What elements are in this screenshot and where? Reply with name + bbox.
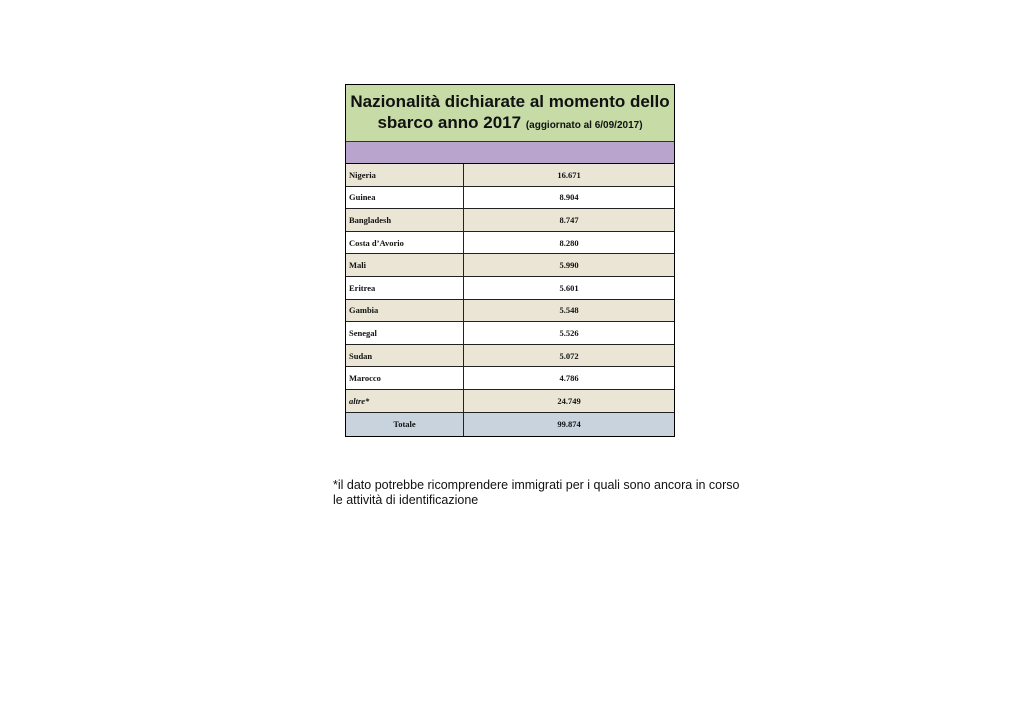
country-value: 8.747	[559, 214, 579, 225]
table-row	[346, 187, 674, 210]
country-name: altre*	[346, 390, 464, 412]
country-name: Gambia	[346, 300, 464, 322]
total-label: Totale	[346, 413, 464, 436]
country-value: 5.601	[559, 282, 579, 293]
table-row	[346, 390, 674, 413]
country-value: 4.786	[559, 373, 579, 384]
header-band	[346, 142, 674, 164]
table-row	[346, 164, 674, 187]
table-title-year: sbarco anno 2017	[377, 112, 522, 132]
table-row	[346, 209, 674, 232]
footnote-line2: le attività di identificazione	[333, 493, 479, 507]
nationality-table	[345, 84, 675, 437]
country-value: 5.548	[559, 305, 579, 316]
country-name: Costa d’Avorio	[346, 232, 464, 254]
country-name: Eritrea	[346, 277, 464, 299]
table-row	[346, 345, 674, 368]
country-value: 5.526	[559, 327, 579, 338]
total-row	[346, 413, 674, 436]
country-name: Senegal	[346, 322, 464, 344]
table-title-line2	[377, 112, 642, 136]
table-title-cell	[346, 85, 674, 142]
table-title-line1: Nazionalità dichiarate al momento dello	[350, 91, 670, 111]
country-value: 8.280	[559, 237, 579, 248]
table-row	[346, 367, 674, 390]
table-title-note: (aggiornato al 6/09/2017)	[525, 119, 643, 131]
table-row	[346, 254, 674, 277]
country-value: 24.749	[557, 395, 581, 406]
table-row	[346, 277, 674, 300]
country-name: Sudan	[346, 345, 464, 367]
country-value: 5.072	[559, 350, 579, 361]
country-name: Guinea	[346, 187, 464, 209]
footnote	[333, 478, 773, 508]
total-value: 99.874	[557, 419, 581, 430]
country-name: Bangladesh	[346, 209, 464, 231]
country-name: Nigeria	[346, 164, 464, 186]
footnote-line1: *il dato potrebbe ricomprendere immigrati per i quali sono ancora in corso	[333, 478, 740, 492]
country-name: Marocco	[346, 367, 464, 389]
table-row	[346, 322, 674, 345]
country-value: 5.990	[559, 260, 579, 271]
country-name: Mali	[346, 254, 464, 276]
table-row	[346, 232, 674, 255]
country-value: 16.671	[557, 169, 581, 180]
country-value: 8.904	[559, 192, 579, 203]
table-row	[346, 300, 674, 323]
